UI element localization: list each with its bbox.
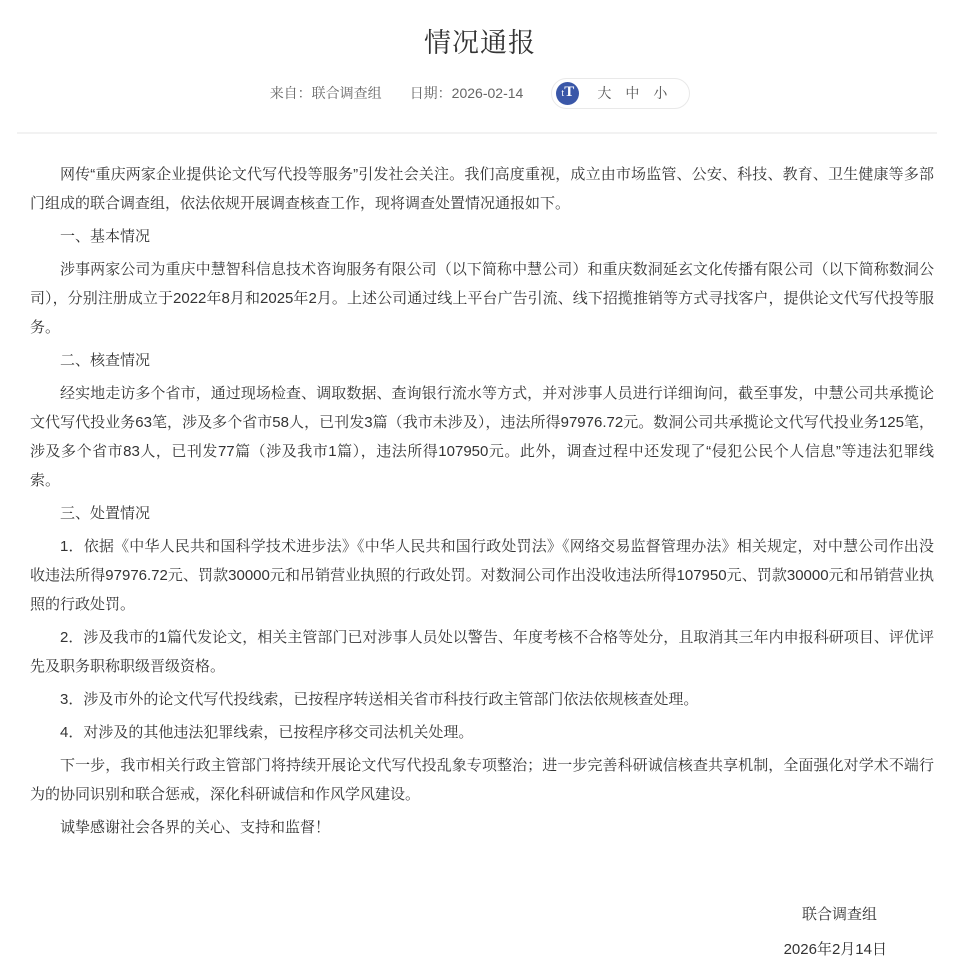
notice-header — [0, 0, 960, 109]
section-heading-3: 三、处置情况 — [60, 505, 151, 522]
body-paragraph-measure-4: 4．对涉及的其他违法犯罪线索，已按程序移交司法机关处理。 — [60, 724, 474, 741]
signature-org: 联合调查组 — [801, 906, 877, 923]
signature-date: 2026年2月14日 — [783, 941, 887, 958]
body-paragraph-measure-2: 2．涉及我市的1篇代发论文，相关主管部门已对涉事人员处以警告、年度考核不合格等处分，且取消其三年内申报科研项目、评优评先及职务职称职级晋级资格。 — [30, 629, 934, 675]
signature-block — [30, 900, 934, 965]
body-paragraph-measure-3: 3．涉及市外的论文代写代投线索，已按程序转送相关省市科技行政主管部门依法依规核查处理。 — [60, 691, 699, 708]
font-size-control — [551, 78, 690, 109]
date-label: 日期：2026-02-14 — [409, 85, 524, 101]
source-label: 来自：联合调查组 — [269, 85, 382, 101]
text-size-icon: t T — [556, 82, 579, 105]
body-paragraph-thanks: 诚挚感谢社会各界的关心、支持和监督！ — [60, 819, 331, 836]
font-size-option-small[interactable]: 小 — [653, 84, 668, 101]
font-size-option-medium[interactable]: 中 — [625, 84, 640, 101]
section-heading-1: 一、基本情况 — [60, 228, 151, 245]
body-paragraph-basic-info: 涉事两家公司为重庆中慧智科信息技术咨询服务有限公司（以下简称中慧公司）和重庆数洞延玄文化传播有限公司（以下简称数洞公司），分别注册成立于2022年8月和2025年2月。上述公司通过线上平台广告引流、线下招揽推销等方式寻找客户，提供论文代写代投等服务。 — [30, 261, 934, 336]
body-paragraph-next-steps: 下一步，我市相关行政主管部门将持续开展论文代写代投乱象专项整治；进一步完善科研诚信核查共享机制，全面强化对学术不端行为的协同识别和联合惩戒，深化科研诚信和作风学风建设。 — [30, 757, 934, 803]
body-paragraph-verification: 经实地走访多个省市，通过现场检查、调取数据、查询银行流水等方式，并对涉事人员进行详细询问，截至事发，中慧公司共承揽论文代写代投业务63笔，涉及多个省市58人，已刊发3篇（我市未涉及），违法所得97976.72元。数洞公司共承揽论文代写代投业务125笔，涉及多个省市83人，已刊发77篇（涉及我市1篇），违法所得107950元。此外，调查过程中还发现了“侵犯公民个人信息”等违法犯罪线索。 — [30, 385, 934, 489]
font-size-option-large[interactable]: 大 — [597, 84, 612, 101]
meta-row — [0, 77, 960, 109]
notice-body — [0, 134, 960, 965]
body-paragraph-measure-1: 1．依据《中华人民共和国科学技术进步法》《中华人民共和国行政处罚法》《网络交易监督管理办法》相关规定，对中慧公司作出没收违法所得97976.72元、罚款30000元和吊销营业执照的行政处罚。对数洞公司作出没收违法所得107950元、罚款30000元和吊销营业执照的行政处罚。 — [30, 538, 934, 613]
body-paragraph-intro: 网传“重庆两家企业提供论文代写代投等服务”引发社会关注。我们高度重视，成立由市场监管、公安、科技、教育、卫生健康等多部门组成的联合调查组，依法依规开展调查核查工作，现将调查处置情况通报如下。 — [30, 166, 934, 212]
section-heading-2: 二、核查情况 — [60, 352, 151, 369]
page-title: 情况通报 — [424, 28, 536, 58]
